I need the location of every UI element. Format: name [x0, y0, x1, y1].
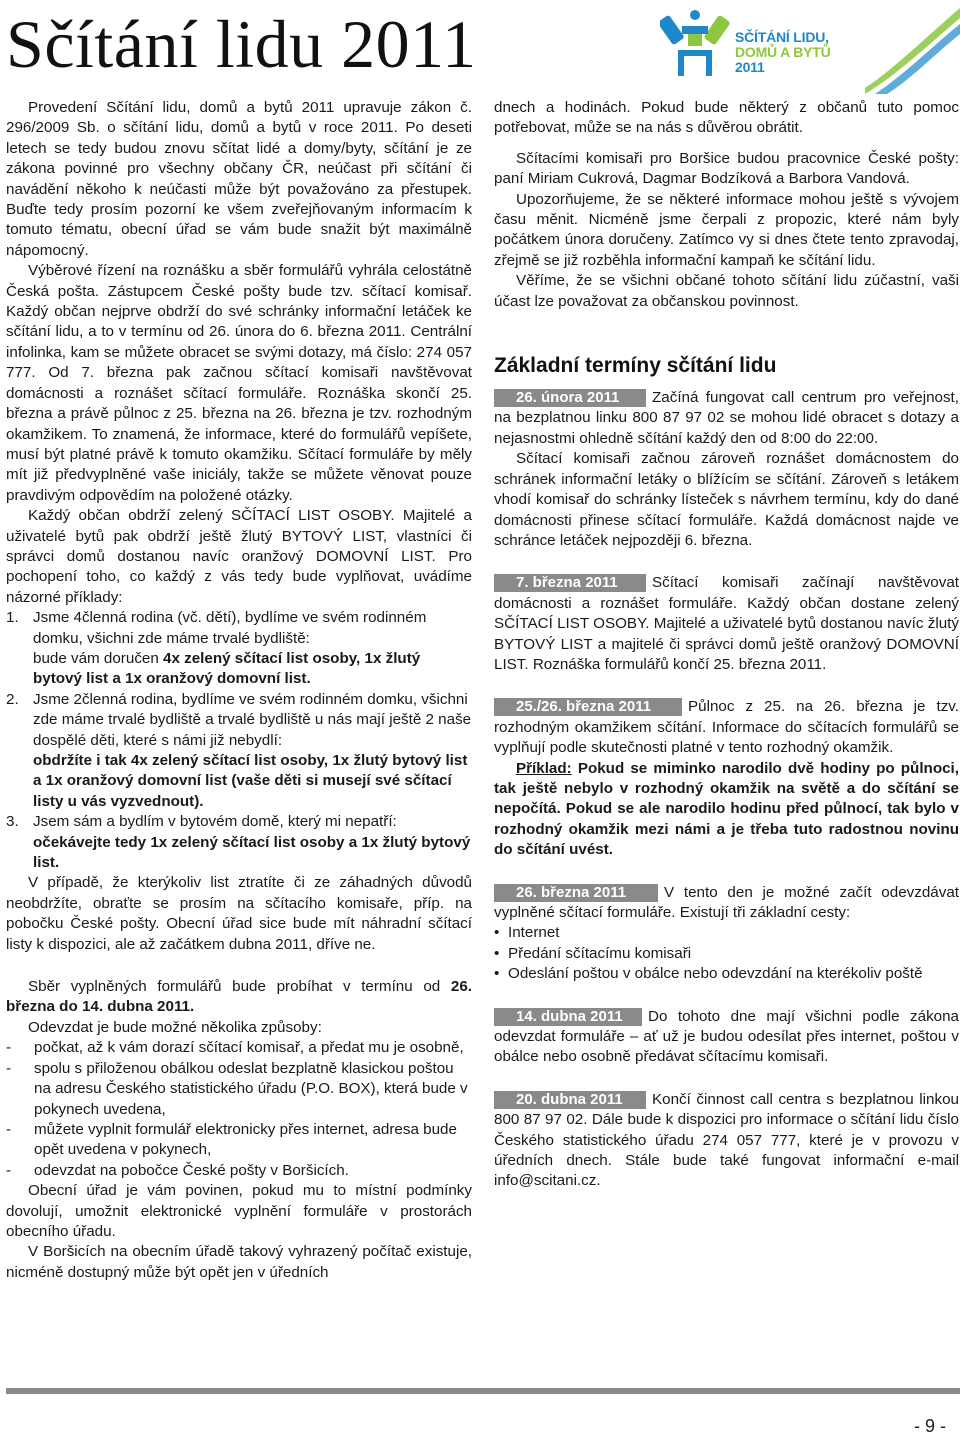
example-3-text: Jsem sám a bydlím v bytovém domě, který mi nepatří:	[33, 813, 397, 831]
computer-paragraph: V Boršicích na obecním úřadě takový vyhrazený počítač existuje, nicméně dostupný může být opět jen v úředních	[6, 1243, 472, 1281]
way-item: - odevzdat na pobočce České pošty v Boršicích.	[6, 1161, 349, 1179]
date-badge: 14. dubna 2011	[494, 1008, 642, 1026]
commissioners-paragraph: Sčítacími komisaři pro Boršice budou pracovnice České pošty: paní Miriam Cukrová, Dagmar Bodzíková a Barbora Vandová.	[494, 149, 959, 188]
logo-line-1: SČÍTÁNÍ LIDU,	[735, 29, 829, 45]
term-4: 26. března 2011 V tento den je možné začít odevzdávat vyplněné sčítací formuláře. Existují tři základní cesty:	[494, 883, 959, 921]
intro-paragraph: Provedení Sčítání lidu, domů a bytů 2011 upravuje zákon č. 296/2009 Sb. o sčítání lidu, domů a bytů v roce 2011. Po deseti letech se tedy budou znovu sčítat lidé a domy/byty, sčítání je ze zákona povinné pro všechny občany ČR, neúčast při sčítání či navádění někoho k neúčasti může být považováno za přestupek. Buďte tedy prosím pozorní ke všem zveřejňovaným informacím k tomuto tématu, obecní úřad se vám bude snažit být maximálně nápomocný.	[6, 99, 472, 259]
page-number: - 9 -	[913, 1416, 946, 1436]
term-1-detail: Sčítací komisaři začnou zároveň roznášet domácnostem do schránek informační letáky o blížícím se sčítání. Zároveň s letákem vhodí komisař do schránky lísteček s návrhem termínu, kdy do dané domácnosti přinese sčítací formuláře. Každá domácnost najde ve schránce letáček nejpozději 6. března.	[494, 450, 959, 549]
logo-line-3: 2011	[735, 59, 765, 75]
closing-paragraph: Věříme, že se všichni občané tohoto sčítání lidu zúčastní, vaši účast lze považovat za občanskou povinnost.	[494, 272, 959, 310]
term-1: 26. února 2011 Začíná fungovat call centrum pro veřejnost, na bezplatnou linku 800 87 97 02 se mohou lidé obracet s dotazy a nejasnostmi ohledně sčítání každý den od 8:00 do 22:00.	[494, 389, 959, 447]
list-item: • Předání sčítacímu komisaři	[494, 944, 692, 962]
example-1-bold: 4x zelený sčítací list osoby, 1x žlutý bytový list a 1x oranžový domovní list.	[33, 649, 421, 688]
section-title: Základní termíny sčítání lidu	[494, 354, 777, 378]
census-logo	[660, 8, 960, 94]
logo-swoosh-icon	[865, 8, 960, 94]
list-item: • Internet	[494, 924, 560, 942]
way-item: - můžete vyplnit formulář elektronicky přes internet, adresa bude opět uvedena v pokynech,	[6, 1120, 457, 1159]
date-badge: 26. února 2011	[494, 389, 646, 407]
footer-bar	[6, 1388, 960, 1394]
collection-dates: 26. března do 14. dubna 2011.	[6, 978, 472, 1016]
example-2	[6, 690, 472, 812]
example-1-number: 1.	[6, 609, 19, 627]
census-logo-icon	[660, 8, 730, 94]
lost-form-paragraph: V případě, že kterýkoliv list ztratíte či ze záhadných důvodů neobdržíte, obraťte se prosím na sčítacího komisaře, příp. na pobočku České pošty. Obecní úřad sice bude mít náhradní sčítací listy k dispozici, ale až začátkem dubna 2011, dříve ne.	[6, 874, 472, 953]
help-paragraph: dnech a hodinách. Pokud bude některý z občanů tuto pomoc potřebovat, může se na nás s důvěrou obrátit.	[494, 99, 959, 137]
way-item: - počkat, až k vám dorazí sčítací komisař, a předat mu je osobně,	[6, 1039, 464, 1057]
right-column	[494, 98, 959, 1192]
term-2: 7. března 2011 Sčítací komisaři začínají navštěvovat domácnosti a roznášet formuláře. Každý občan dostane zelený SČÍTACÍ LIST OSOBY. Majitelé a uživatelé bytů dostanou navíc žlutý BYTOVÝ LIST a majitelé či správci domů ještě oranžový DOMOVNÍ LIST. Roznáška formulářů končí 25. března 2011.	[494, 574, 959, 673]
logo-line-2: DOMŮ A BYTŮ	[735, 44, 831, 60]
way-item: - spolu s přiloženou obálkou odeslat bezplatně klasickou poštou na adresu Českého statistického úřadu (P.O. BOX), která bude v pokynech uvedena,	[6, 1059, 468, 1118]
notice-paragraph: Upozorňujeme, že se některé informace mohou ještě s vývojem času měnit. Nicméně jsme čerpali z propozic, které nám byly počátkem února doručeny. Zatímco vy si dnes čtete tento zpravodaj, zřejmě se již rozběhla informační kampaň ke sčítání lidu.	[494, 190, 959, 269]
collection-paragraph: Sběr vyplněných formulářů bude probíhat v termínu od 26. března do 14. dubna 2011.	[6, 978, 472, 1016]
example-2-bold: obdržíte i tak 4x zelený sčítací list osoby, 1x žlutý bytový list a 1x oranžový domovní list (vaše děti si musejí své sčítací listy u vás vyzvednout).	[33, 752, 468, 810]
term-5: 14. dubna 2011 Do tohoto dne mají všichni podle zákona odevzdat formuláře – ať už je budou odesílat přes internet, poštou v obálce nebo osobně předávat sčítacímu komisaři.	[494, 1007, 959, 1066]
term-3-example: Příklad: Pokud se miminko narodilo dvě hodiny po půlnoci, tak ještě nebylo v rozhodný okamžik na světě a do sčítání se nepočítá. Pokud se ale narodilo hodinu před půlnocí, tak bylo v rozhodný okamžik mezi námi a je třeba tuto radostnou novinu do sčítání uvést.	[494, 759, 959, 859]
logo-text	[735, 30, 831, 75]
page-title: Sčítání lidu 2011	[6, 6, 477, 82]
example-3	[6, 812, 472, 873]
postal-paragraph: Výběrové řízení na roznášku a sběr formulářů vyhrála celostátně Česká pošta. Zástupcem České pošty bude tzv. sčítací komisař. Každý občan nejprve obdrží do své schránky informační letáček ke sčítání lidu, a to v termínu od 26. února do 6. března 2011. Centrální infolinka, kam se můžete obracet se svými dotazy, má číslo: 274 057 777. Od 7. března pak začnou sčítací komisaři navštěvovat domácnosti a roznášet sčítací formuláře. Roznáška skončí 25. března a právě půlnoc z 25. března na 26. března je tzv. rozhodným okamžikem. To znamená, že informace, které do formulářů vepíšete, musí být platné právě k tomuto okamžiku. Sčítací formuláře by měly mít již předvyplněné vaše iniciály, takže se můžete věnovat pouze pravdivým odpovědím na položené otázky.	[6, 262, 472, 504]
office-paragraph: Obecní úřad je vám povinen, pokud mu to místní podmínky dovolují, umožnit elektronické vyplnění formuláře v prostorách obecního úřadu.	[6, 1182, 472, 1240]
date-badge: 20. dubna 2011	[494, 1091, 646, 1109]
example-label: Příklad:	[516, 759, 572, 777]
date-badge: 7. března 2011	[494, 574, 646, 592]
example-1-pre: bude vám doručen	[33, 649, 164, 667]
example-3-number: 3.	[6, 813, 19, 831]
example-3-bold: očekávejte tedy 1x zelený sčítací list osoby a 1x žlutý bytový list.	[33, 833, 471, 872]
term-6: 20. dubna 2011 Končí činnost call centra s bezplatnou linkou 800 87 97 02. Dále bude k dispozici pro informace o sčítání lidu číslo Českého statistického úřadu 274 057 777, které je v provozu v úředních dnech. Stále bude také fungovat informační e-mail info@scitani.cz.	[494, 1090, 959, 1190]
date-badge: 26. března 2011	[494, 884, 658, 902]
example-1	[6, 608, 472, 690]
list-item: • Odeslání poštou v obálce nebo odevzdání na kterékoliv poště	[494, 965, 923, 983]
ways-intro: Odevzdat je bude možné několika způsoby:	[28, 1018, 322, 1036]
forms-paragraph: Každý občan obdrží zelený SČÍTACÍ LIST OSOBY. Majitelé a uživatelé bytů pak obdrží ještě žlutý BYTOVÝ LIST, vlastníci či správci domů dostanou navíc oranžový DOMOVNÍ LIST. Pro pochopení toho, co každý z vás tedy bude vyplňovat, uvádíme názorné příklady:	[6, 507, 472, 606]
term-3: 25./26. března 2011 Půlnoc z 25. na 26. března je tzv. rozhodným okamžikem sčítání. Informace do sčítacích formulářů se vyplňují podle skutečnosti platné v tento rozhodný okamžik.	[494, 698, 959, 757]
left-column	[6, 98, 472, 1283]
date-badge: 25./26. března 2011	[494, 698, 682, 716]
example-2-text: Jsme 2členná rodina, bydlíme ve svém rodinném domku, všichni zde máme trvalé bydliště a trvalé bydliště u nás mají ještě 2 naše dospělé děti, které s námi již nebydlí:	[33, 690, 472, 749]
example-1-text: Jsme 4členná rodina (vč. dětí), bydlíme ve svém rodinném domku, všichni zde máme trvalé bydliště:	[33, 609, 427, 647]
example-2-number: 2.	[6, 690, 19, 708]
